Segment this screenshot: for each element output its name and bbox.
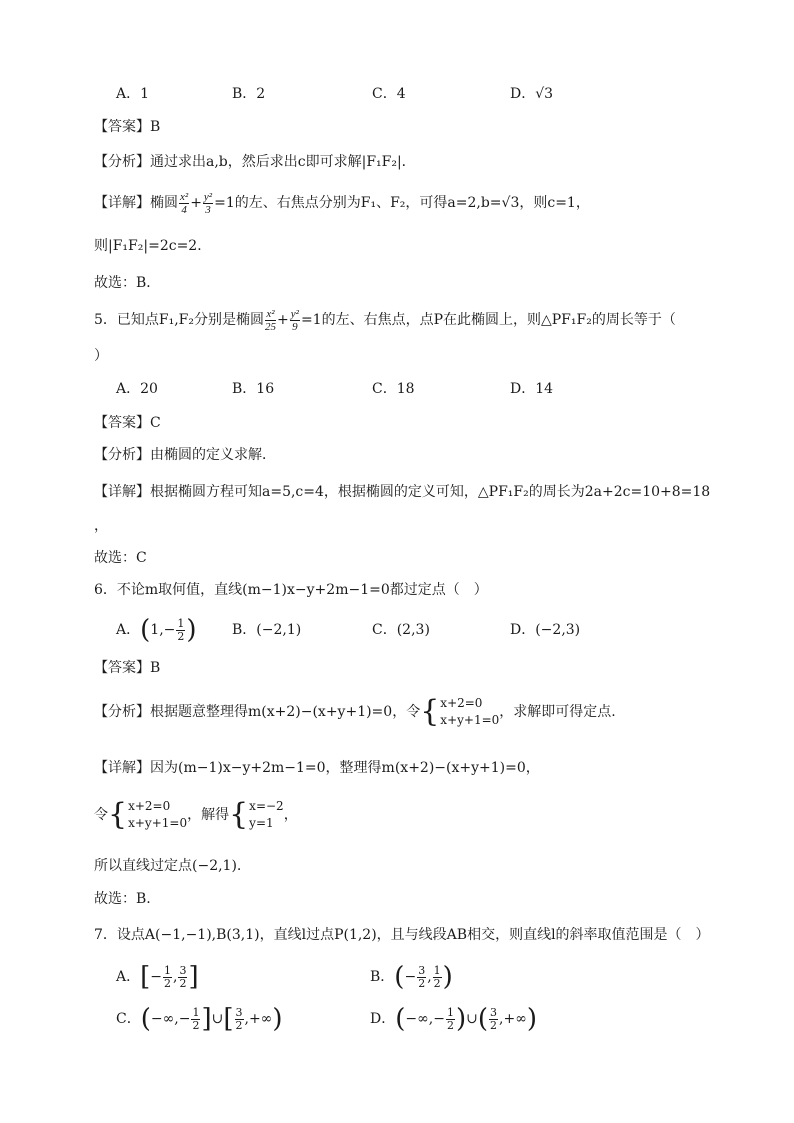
answer-text: B: [150, 119, 161, 135]
detail-text: 因为(m−1)x−y+2m−1=0，整理得m(x+2)−(x+y+1)=0，: [150, 760, 540, 776]
q5-answer: [94, 413, 161, 433]
q6-detail: [94, 758, 540, 778]
q7-stem: 7．设点A(−1,−1),B(3,1)，直线l过点P(1,2)，且与线段AB相交，则直线l的斜率取值范围是（ ）: [94, 927, 710, 943]
q4-option-d[interactable]: D．√3: [510, 86, 554, 102]
stem-pre: 5．已知点F₁,F₂分别是椭圆: [94, 312, 265, 328]
q6-option-d[interactable]: D．(−2,3): [510, 622, 581, 638]
answer-tag: 【答案】: [94, 119, 150, 135]
fraction: $\frac{\text{y²}}{3}$: [203, 190, 213, 216]
answer-text: B: [150, 660, 161, 676]
solution-system: x=−2 y=1: [249, 799, 284, 830]
q6-stem: 6．不论m取何值，直线(m−1)x−y+2m−1=0都过定点（ ）: [94, 582, 488, 598]
q5-option-b[interactable]: B．16: [232, 381, 275, 397]
fraction: $\frac{\text{x²}}{25}$: [265, 307, 277, 333]
analysis-tag: 【分析】: [94, 447, 150, 463]
q5-detail: [94, 482, 710, 502]
q6-answer: [94, 658, 160, 678]
stem-post: =1的左、右焦点，点P在此椭圆上，则△PF₁F₂的周长等于（: [300, 312, 676, 328]
detail-post: =1的左、右焦点分别为F₁、F₂，可得a=2,b=√3，则c=1，: [214, 195, 590, 211]
q4-choose: 故选：B．: [94, 275, 161, 291]
q6-option-a[interactable]: A．(1,− $\frac{1}{2}$ ): [116, 615, 197, 645]
q5-stem-line2: ）: [94, 348, 108, 364]
q7-option-a[interactable]: A．[− $\frac{1}{2}$ , $\frac{3}{2}$ ]: [116, 962, 199, 992]
q4-answer: [94, 117, 160, 137]
q6-detail-line3: 所以直线过定点(−2,1).: [94, 858, 242, 874]
analysis-tag: 【分析】: [94, 704, 150, 720]
fraction: $\frac{\text{x²}}{4}$: [180, 190, 189, 216]
fraction: $\frac{\text{y²}}{9}$: [290, 307, 299, 333]
q4-detail: 【详解】椭圆 $\frac{\text{x²}}{4}$ + $\frac{\text{y²}}{3}$ =1的左、右焦点分别为F₁、F₂，可得a=2,b=√3，则c=1，: [94, 190, 590, 216]
detail-tag: 【详解】: [94, 195, 150, 211]
q5-option-d[interactable]: D．14: [510, 381, 554, 397]
analysis-post: ，求解即可得定点.: [499, 704, 616, 720]
analysis-pre: 根据题意整理得m(x+2)−(x+y+1)=0，令: [150, 704, 421, 720]
q4-detail-line2: 则|F₁F₂|=2c=2．: [94, 238, 212, 254]
q4-option-b[interactable]: B．2: [232, 86, 266, 102]
equation-system: x+2=0 x+y+1=0: [440, 696, 500, 727]
q4-option-c[interactable]: C．4: [372, 86, 406, 102]
q6-detail-line2: 令{ x+2=0 x+y+1=0 ，解得{ x=−2 y=1 ，: [94, 797, 298, 832]
detail-text: 根据椭圆方程可知a=5,c=4，根据椭圆的定义可知，△PF₁F₂的周长为2a+2c=10+8=18: [150, 484, 711, 500]
q5-analysis: [94, 445, 276, 465]
q4-option-a[interactable]: A．1: [116, 86, 150, 102]
q4-analysis: [94, 152, 416, 172]
q5-choose: 故选：C: [94, 550, 147, 566]
fraction: $\frac{1}{2}$: [177, 616, 185, 643]
q6-option-c[interactable]: C．(2,3): [372, 622, 430, 638]
q5-option-c[interactable]: C．18: [372, 381, 415, 397]
q7-option-c[interactable]: C．(−∞,− $\frac{1}{2}$ ]∪[ $\frac{3}{2}$ ,+∞): [116, 1004, 283, 1034]
q7-option-b[interactable]: B．(− $\frac{3}{2}$ , $\frac{1}{2}$ ): [370, 962, 453, 992]
q6-option-b[interactable]: B．(−2,1): [232, 622, 302, 638]
answer-tag: 【答案】: [94, 415, 150, 431]
analysis-text: 由椭圆的定义求解．: [150, 447, 276, 463]
answer-tag: 【答案】: [94, 660, 150, 676]
detail-tag: 【详解】: [94, 484, 150, 500]
q5-detail-line2: ，: [94, 518, 108, 534]
detail-tag: 【详解】: [94, 760, 150, 776]
q7-option-d[interactable]: D．(−∞,− $\frac{1}{2}$ )∪( $\frac{3}{2}$ ,+∞): [370, 1004, 538, 1034]
analysis-tag: 【分析】: [94, 154, 150, 170]
analysis-text: 通过求出a,b，然后求出c即可求解|F₁F₂|．: [150, 154, 416, 170]
q6-analysis: 【分析】根据题意整理得m(x+2)−(x+y+1)=0，令{ x+2=0 x+y+1=0 ，求解即可得定点.: [94, 694, 616, 729]
equation-system: x+2=0 x+y+1=0: [128, 799, 188, 830]
q5-stem: 5．已知点F₁,F₂分别是椭圆 $\frac{\text{x²}}{25}$ + $\frac{\text{y²}}{9}$ =1的左、右焦点，点P在此椭圆上，则△PF₁F₂的周长等于（: [94, 307, 676, 333]
q6-choose: 故选：B.: [94, 891, 151, 907]
q5-option-a[interactable]: A．20: [116, 381, 158, 397]
detail-pre: 椭圆: [150, 195, 178, 211]
answer-text: C: [150, 415, 161, 431]
